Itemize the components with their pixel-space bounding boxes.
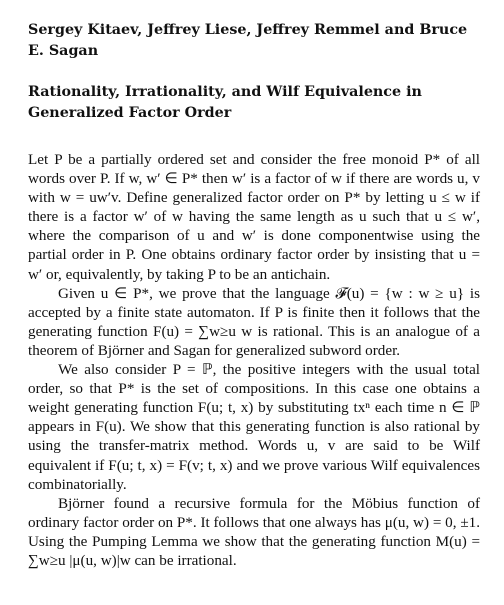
paper-title: Rationality, Irrationality, and Wilf Equivalence in Generalized Factor Order [28, 84, 422, 121]
abstract-paragraph: Let P be a partially ordered set and consider the free monoid P* of all words over P. If w, w′ ∈ P* then w′ is a factor of w if there are words u, v with w = uw′v. Define generalized factor order on P* by letting u ≤ w if there is a factor w′ of w having the same length as u such that u ≤ w′, where the comparison of u and w′ is done componentwise using the partial order in P. One obtains ordinary factor order by insisting that u = w′ or, equivalently, by taking P to be an antichain. [28, 151, 480, 283]
abstract [28, 150, 480, 570]
abstract-paragraph: Given u ∈ P*, we prove that the language 𝓕(u) = {w : w ≥ u} is accepted by a finite state automaton. If P is finite then it follows that the generating function F(u) = ∑w≥u w is rational. This is an analogue of a theorem of Björner and Sagan for generalized subword order. [28, 284, 480, 359]
abstract-paragraph: Björner found a recursive formula for the Möbius function of ordinary factor order on P*. It follows that one always has μ(u, w) = 0, ±1. Using the Pumping Lemma we show that the generating function M(u) = ∑w≥u |μ(u, w)|w can be irrational. [28, 494, 480, 569]
paper-page [28, 20, 480, 570]
abstract-paragraph: We also consider P = ℙ, the positive integers with the usual total order, so that P* is the set of compositions. In this case one obtains a weight generating function F(u; t, x) by substituting txⁿ each time n ∈ ℙ appears in F(u). We show that this generating function is also rational by using the transfer-matrix method. Words u, v are said to be Wilf equivalent if F(u; t, x) = F(v; t, x) and we prove various Wilf equivalences combinatorially. [28, 361, 480, 493]
author-list: Sergey Kitaev, Jeffrey Liese, Jeffrey Remmel and Bruce E. Sagan [28, 22, 468, 59]
